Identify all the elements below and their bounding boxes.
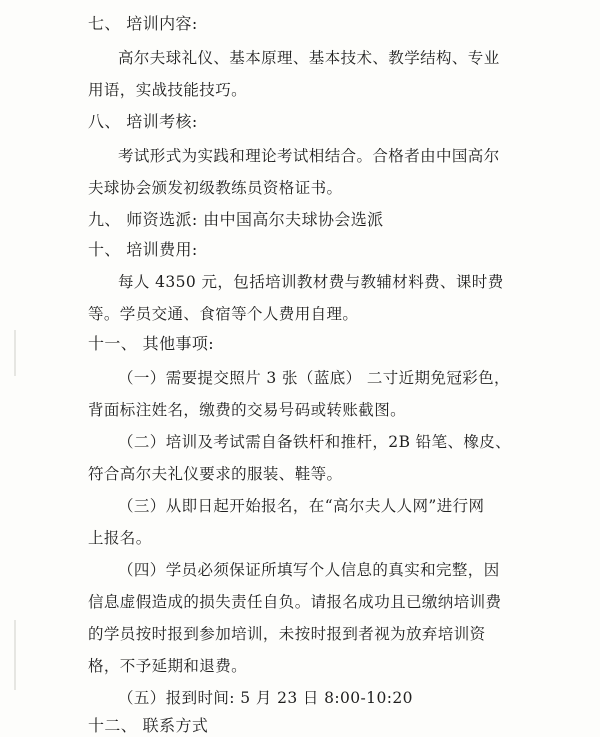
section-8-line-1: 考试形式为实践和理论考试相结合。合格者由中国高尔 (118, 147, 500, 165)
section-12-title: 十二、 联系方式 (88, 716, 209, 735)
section-8-line-2: 夫球协会颁发初级教练员资格证书。 (88, 179, 343, 197)
section-11-item-4-line-1: （四）学员必须保证所填写个人信息的真实和完整，因 (118, 561, 500, 579)
scan-margin-mark (14, 620, 16, 690)
section-11-item-4-line-2: 信息虚假造成的损失责任自负。请报名成功且已缴纳培训费 (88, 593, 502, 611)
section-11-item-3-line-2: 上报名。 (88, 529, 152, 547)
section-11-item-2-line-2: 符合高尔夫礼仪要求的服装、鞋等。 (88, 465, 343, 483)
section-11-item-4-line-3: 的学员按时报到参加培训，未按时报到者视为放弃培训资 (88, 625, 486, 643)
section-11-item-4-line-4: 格，不予延期和退费。 (88, 657, 248, 675)
section-11-title: 十一、 其他事项: (88, 334, 215, 353)
section-9-title: 九、 师资选派: 由中国高尔夫球协会选派 (88, 210, 384, 229)
section-10-line-2: 等。学员交通、食宿等个人费用自理。 (88, 305, 359, 323)
section-10-line-1: 每人 4350 元，包括培训教材费与教辅材料费、课时费 (118, 273, 504, 291)
section-7-line-2: 用语，实战技能技巧。 (88, 81, 248, 99)
section-11-item-2-line-1: （二）培训及考试需自备铁杆和推杆，2B 铅笔、橡皮、 (118, 433, 512, 451)
section-11-item-5-line-1: （五）报到时间: 5 月 23 日 8:00-10:20 (118, 689, 413, 707)
scan-margin-mark (14, 330, 16, 376)
section-11-item-1-line-1: （一）需要提交照片 3 张（蓝底） 二寸近期免冠彩色， (118, 369, 510, 387)
section-11-item-1-line-2: 背面标注姓名，缴费的交易号码或转账截图。 (88, 401, 407, 419)
section-7-line-1: 高尔夫球礼仪、基本原理、基本技术、教学结构、专业 (118, 49, 500, 67)
section-8-title: 八、 培训考核: (88, 112, 198, 131)
section-7-title: 七、 培训内容: (88, 14, 198, 33)
section-11-item-3-line-1: （三）从即日起开始报名，在“高尔夫人人网”进行网 (118, 497, 485, 515)
section-10-title: 十、 培训费用: (88, 240, 198, 259)
